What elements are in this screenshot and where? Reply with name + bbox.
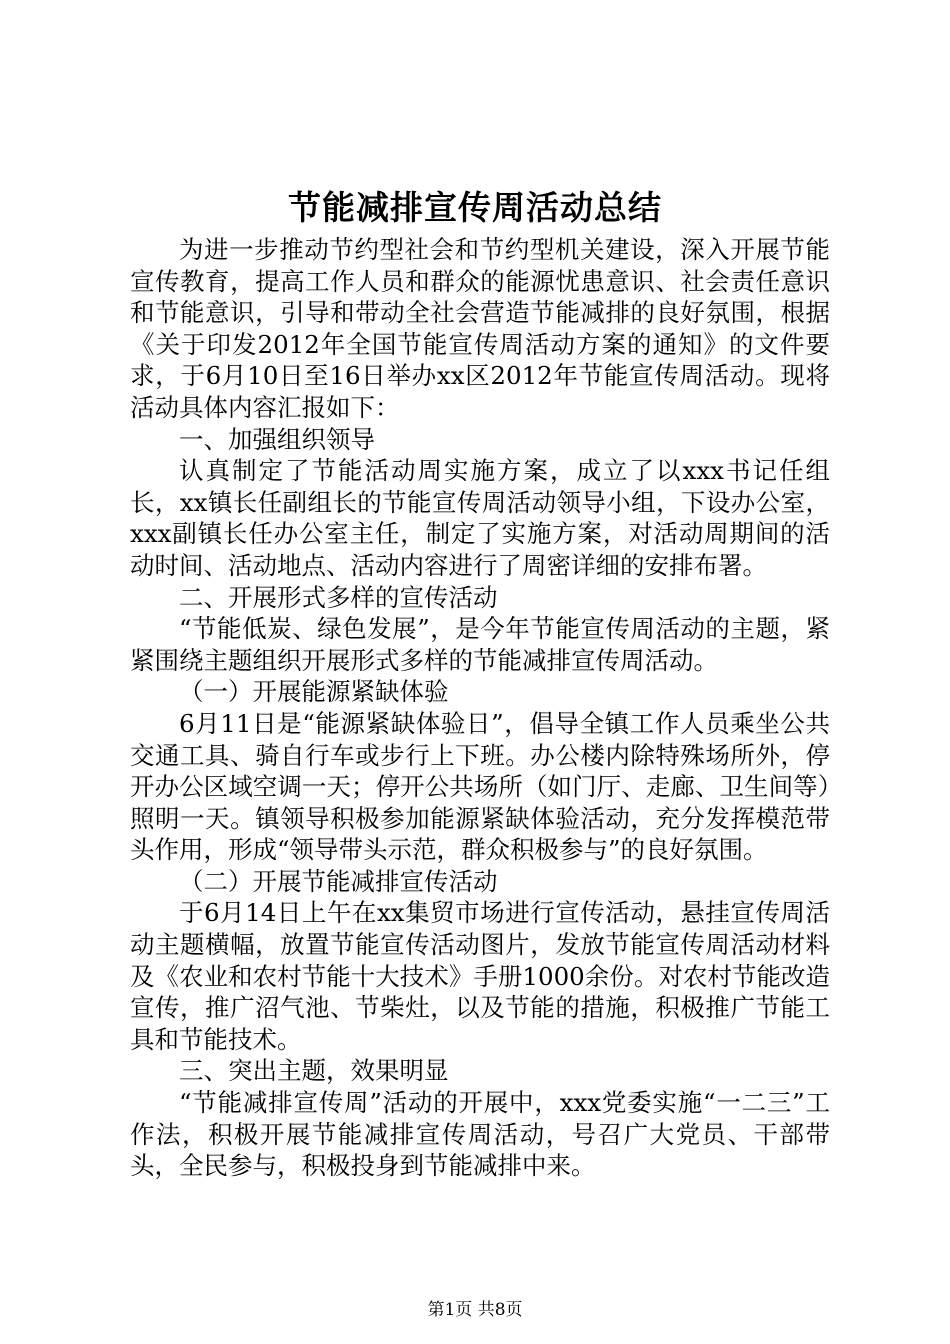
body-paragraph: 6月11日是“能源紧缺体验日”，倡导全镇工作人员乘坐公共交通工具、骑自行车或步行上下班。办公楼内除特殊场所外，停开办公区域空调一天；停开公共场所（如门厅、走廊、卫生间等）照明一天。镇领导积极参加能源紧缺体验活动，充分发挥模范带头作用，形成“领导带头示范，群众积极参与”的良好氛围。 bbox=[130, 708, 830, 865]
body-paragraph: 认真制定了节能活动周实施方案，成立了以xxx书记任组长，xx镇长任副组长的节能宣传周活动领导小组，下设办公室，xxx副镇长任办公室主任，制定了实施方案，对活动周期间的活动时间、活动地点、活动内容进行了周密详细的安排布署。 bbox=[130, 456, 830, 580]
subsection-heading-2: （二）开展节能减排宣传活动 bbox=[179, 866, 498, 896]
body-paragraph: “节能低炭、绿色发展”，是今年节能宣传周活动的主题，紧紧围绕主题组织开展形式多样的节能减排宣传周活动。 bbox=[130, 614, 830, 675]
section-heading-2: 二、开展形式多样的宣传活动 bbox=[179, 582, 498, 612]
subsection-heading-1: （一）开展能源紧缺体验 bbox=[179, 677, 449, 707]
intro-paragraph: 为进一步推动节约型社会和节约型机关建设，深入开展节能宣传教育，提高工作人员和群众的能源忧患意识、社会责任意识和节能意识，引导和带动全社会营造节能减排的良好氛围，根据《关于印发2012年全国节能宣传周活动方案的通知》的文件要求，于6月10日至16日举办xx区2012年节能宣传周活动。现将活动具体内容汇报如下： bbox=[130, 235, 830, 422]
page-number-footer: 第1页 共8页 bbox=[427, 1300, 523, 1320]
section-heading-1: 一、加强组织领导 bbox=[179, 424, 375, 454]
body-paragraph: 于6月14日上午在xx集贸市场进行宣传活动，悬挂宣传周活动主题横幅，放置节能宣传活动图片，发放节能宣传周活动材料及《农业和农村节能十大技术》手册1000余份。对农村节能改造宣传，推广沼气池、节柴灶，以及节能的措施，积极推广节能工具和节能技术。 bbox=[130, 898, 830, 1054]
document-title: 节能减排宣传周活动总结 bbox=[288, 188, 662, 227]
body-paragraph: “节能减排宣传周”活动的开展中，xxx党委实施“一二三”工作法，积极开展节能减排宣传周活动，号召广大党员、干部带头，全民参与，积极投身到节能减排中来。 bbox=[130, 1088, 830, 1181]
section-heading-3: 三、突出主题，效果明显 bbox=[179, 1056, 449, 1086]
document-body bbox=[130, 234, 830, 1182]
